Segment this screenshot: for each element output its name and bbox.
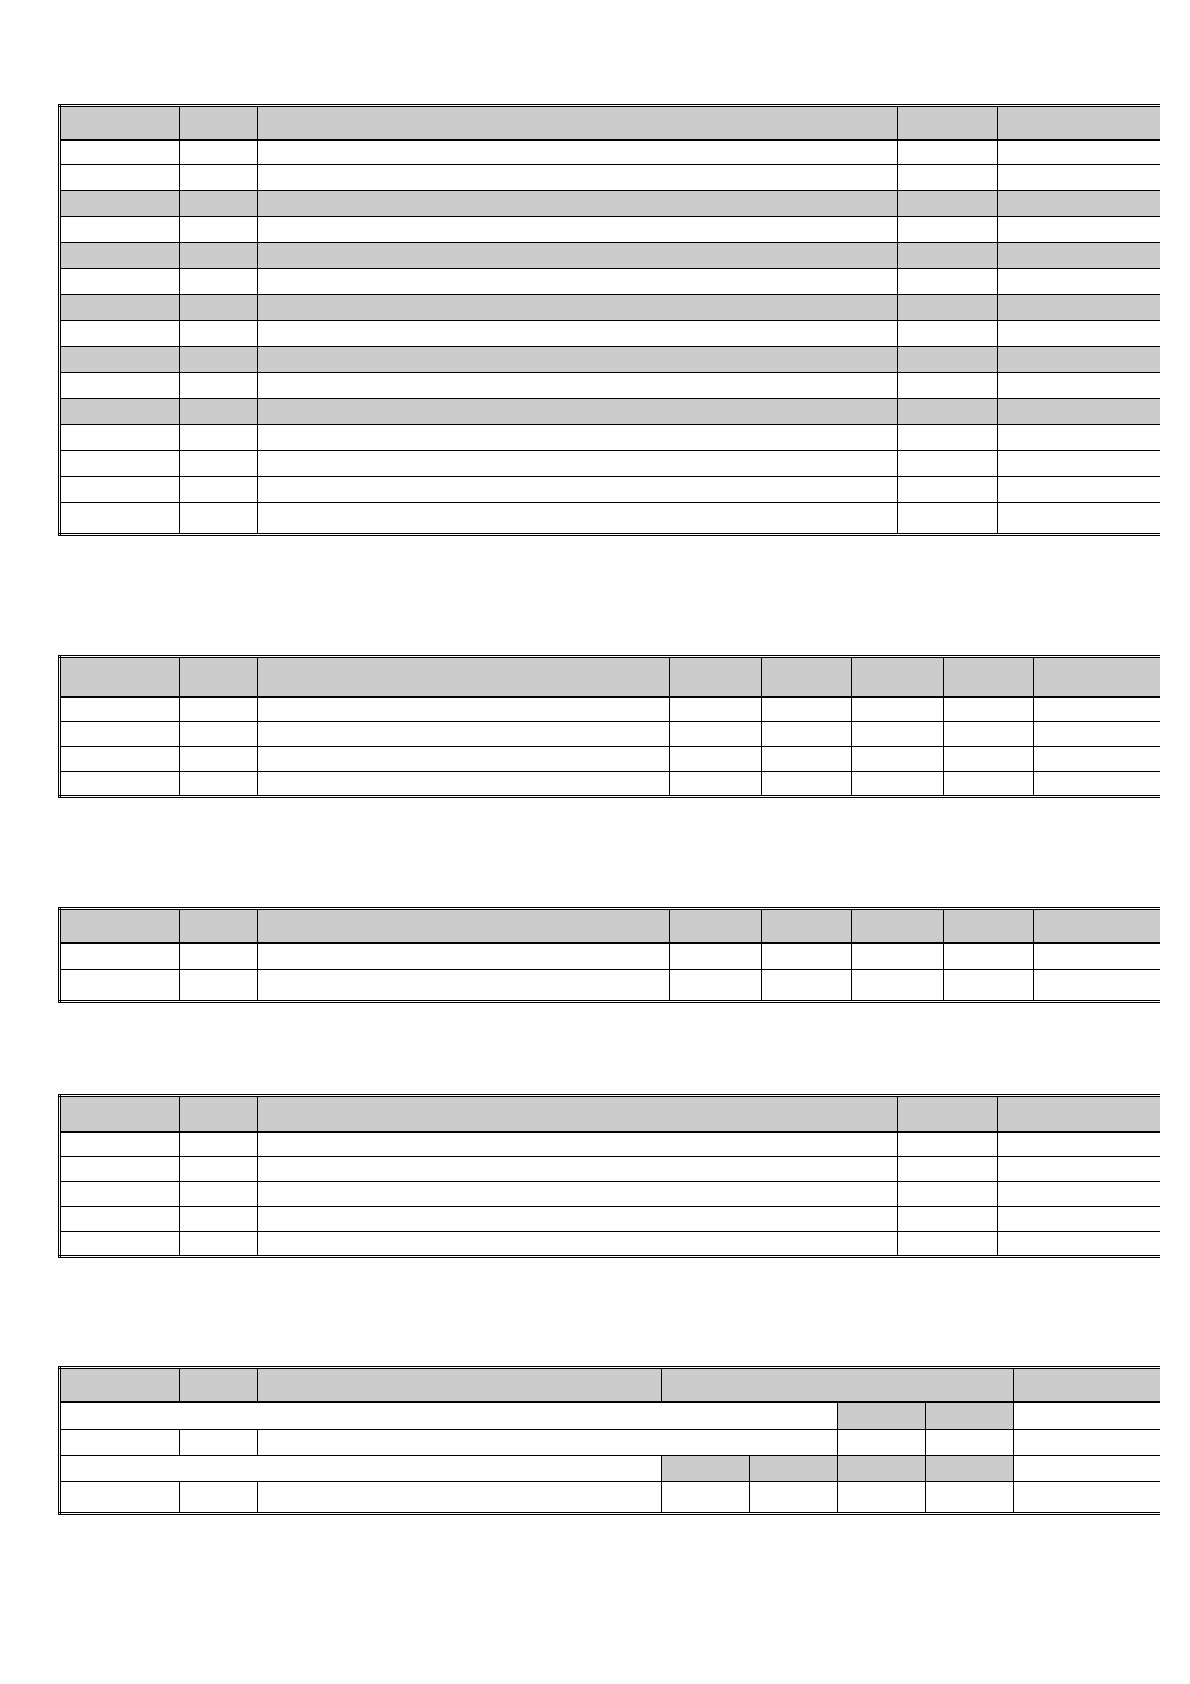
table-cell (998, 191, 1160, 217)
table-header-cell (180, 657, 258, 697)
table-cell (60, 1207, 180, 1232)
table-row (60, 425, 1160, 451)
table-cell (180, 191, 258, 217)
table-cell (180, 451, 258, 477)
table-header-cell (998, 106, 1160, 140)
table-cell (258, 165, 898, 191)
table-cell (180, 722, 258, 747)
table-cell (258, 943, 670, 970)
table-cell (180, 243, 258, 269)
table-header-cell (762, 909, 852, 943)
table-cell (258, 477, 898, 503)
table-cell (258, 269, 898, 295)
table-cell (60, 943, 180, 970)
table-header-cell (944, 909, 1034, 943)
table-2 (58, 655, 1160, 798)
table-cell (180, 347, 258, 373)
table-cell (60, 295, 180, 321)
table-cell (60, 1430, 180, 1456)
table-row (60, 1456, 1160, 1482)
table-row (60, 373, 1160, 399)
table-cell (898, 399, 998, 425)
table-cell (898, 243, 998, 269)
table-cell (258, 191, 898, 217)
table-cell (838, 1402, 926, 1430)
table-cell (998, 1207, 1160, 1232)
table-row (60, 1482, 1160, 1514)
table-cell (898, 477, 998, 503)
table-header-row (60, 909, 1160, 943)
table-cell (180, 772, 258, 797)
table-header-row (60, 106, 1160, 140)
table-cell (998, 503, 1160, 535)
table-cell (852, 772, 944, 797)
table-cell (944, 747, 1034, 772)
table-cell (60, 165, 180, 191)
table-cell (750, 1482, 838, 1514)
table-cell (60, 772, 180, 797)
table-row (60, 1207, 1160, 1232)
table-cell (258, 772, 670, 797)
table-cell (998, 451, 1160, 477)
table-header-cell (998, 1096, 1160, 1132)
table-cell (898, 1207, 998, 1232)
table-cell (60, 1232, 180, 1257)
table-header-row (60, 1096, 1160, 1132)
table-cell (180, 295, 258, 321)
table-cell (1014, 1402, 1160, 1430)
table-row (60, 943, 1160, 970)
table-row (60, 503, 1160, 535)
table-row (60, 1157, 1160, 1182)
table-header-cell (852, 657, 944, 697)
table-cell (180, 943, 258, 970)
table-cell (898, 295, 998, 321)
table-row (60, 399, 1160, 425)
table-cell (258, 373, 898, 399)
table-cell (60, 697, 180, 722)
table-1 (58, 104, 1160, 536)
table-cell (180, 1232, 258, 1257)
table-cell (180, 1207, 258, 1232)
table-cell (258, 1368, 662, 1402)
table-cell (180, 1182, 258, 1207)
table-cell (852, 697, 944, 722)
table-header-cell (898, 1096, 998, 1132)
table-row (60, 747, 1160, 772)
table-cell (926, 1482, 1014, 1514)
table-cell (180, 373, 258, 399)
table-cell (998, 269, 1160, 295)
table-3 (58, 907, 1160, 1003)
table-cell (1034, 970, 1160, 1002)
table-cell (258, 451, 898, 477)
table-cell (180, 217, 258, 243)
table-row (60, 191, 1160, 217)
table-header-cell (258, 106, 898, 140)
table-cell (258, 217, 898, 243)
table-cell (662, 1368, 1014, 1402)
table-row (60, 140, 1160, 165)
table-row (60, 1232, 1160, 1257)
table-cell (180, 1132, 258, 1157)
table-cell (60, 243, 180, 269)
table-header-cell (852, 909, 944, 943)
table-cell (998, 217, 1160, 243)
table-row (60, 295, 1160, 321)
table-cell (60, 1402, 838, 1430)
table-cell (258, 697, 670, 722)
table-cell (180, 1157, 258, 1182)
table-cell (180, 1368, 258, 1402)
table-cell (998, 1182, 1160, 1207)
table-cell (258, 722, 670, 747)
table-cell (1034, 943, 1160, 970)
table-cell (944, 722, 1034, 747)
table-header-cell (898, 106, 998, 140)
table-header-cell (60, 909, 180, 943)
table-cell (670, 772, 762, 797)
table-row (60, 269, 1160, 295)
table-cell (898, 1232, 998, 1257)
table-cell (180, 477, 258, 503)
table-cell (60, 1132, 180, 1157)
table-cell (838, 1456, 926, 1482)
table-cell (60, 425, 180, 451)
table-cell (180, 1430, 258, 1456)
table-cell (898, 425, 998, 451)
table-cell (60, 1157, 180, 1182)
table-cell (1014, 1368, 1160, 1402)
table-cell (998, 399, 1160, 425)
table-header-cell (670, 657, 762, 697)
table-cell (662, 1456, 750, 1482)
table-cell (926, 1402, 1014, 1430)
table-cell (258, 747, 670, 772)
table-cell (838, 1430, 926, 1456)
table-header-cell (258, 909, 670, 943)
table-cell (258, 399, 898, 425)
table-header-cell (180, 106, 258, 140)
table-cell (998, 321, 1160, 347)
table-cell (60, 451, 180, 477)
table-cell (998, 1132, 1160, 1157)
table-cell (852, 722, 944, 747)
table-cell (180, 970, 258, 1002)
table-cell (944, 697, 1034, 722)
table-cell (898, 191, 998, 217)
table-header-cell (1034, 909, 1160, 943)
table-cell (258, 1132, 898, 1157)
table-cell (944, 943, 1034, 970)
table-header-cell (60, 106, 180, 140)
table-cell (670, 970, 762, 1002)
table-cell (180, 165, 258, 191)
table-header-cell (180, 909, 258, 943)
table-cell (762, 747, 852, 772)
table-row (60, 1182, 1160, 1207)
table-cell (898, 451, 998, 477)
table-cell (60, 140, 180, 165)
table-cell (258, 243, 898, 269)
table-cell (60, 1368, 180, 1402)
table-cell (60, 347, 180, 373)
table-header-cell (180, 1096, 258, 1132)
table-header-cell (258, 657, 670, 697)
table-cell (60, 722, 180, 747)
table-cell (838, 1482, 926, 1514)
table-cell (670, 943, 762, 970)
table-row (60, 970, 1160, 1002)
table-cell (998, 243, 1160, 269)
table-cell (762, 722, 852, 747)
table-cell (998, 425, 1160, 451)
table-cell (852, 747, 944, 772)
table-cell (258, 425, 898, 451)
table-header-cell (670, 909, 762, 943)
table-cell (60, 1482, 180, 1514)
table-cell (60, 747, 180, 772)
table-cell (180, 321, 258, 347)
table-header-cell (1034, 657, 1160, 697)
table-cell (258, 1207, 898, 1232)
table-cell (1014, 1430, 1160, 1456)
table-cell (258, 1157, 898, 1182)
table-row (60, 1368, 1160, 1402)
table-cell (1014, 1456, 1160, 1482)
table-cell (762, 943, 852, 970)
table-cell (998, 1232, 1160, 1257)
table-cell (258, 970, 670, 1002)
table-cell (60, 503, 180, 535)
table-cell (944, 772, 1034, 797)
table-cell (852, 943, 944, 970)
table-cell (898, 269, 998, 295)
table-row (60, 1430, 1160, 1456)
table-row (60, 321, 1160, 347)
table-cell (998, 347, 1160, 373)
table-cell (180, 1482, 258, 1514)
table-cell (60, 1456, 662, 1482)
table-cell (60, 373, 180, 399)
table-row (60, 1132, 1160, 1157)
table-cell (998, 140, 1160, 165)
table-row (60, 722, 1160, 747)
table-cell (898, 140, 998, 165)
table-cell (898, 503, 998, 535)
table-cell (998, 1157, 1160, 1182)
table-row (60, 772, 1160, 797)
table-cell (258, 140, 898, 165)
table-cell (898, 347, 998, 373)
table-cell (258, 321, 898, 347)
table-cell (662, 1482, 750, 1514)
table-cell (944, 970, 1034, 1002)
table-cell (852, 970, 944, 1002)
table-row (60, 1402, 1160, 1430)
table-cell (180, 425, 258, 451)
table-cell (998, 295, 1160, 321)
table-cell (258, 1232, 898, 1257)
table-header-cell (60, 657, 180, 697)
table-header-cell (762, 657, 852, 697)
table-cell (258, 503, 898, 535)
table-5 (58, 1366, 1160, 1515)
table-row (60, 451, 1160, 477)
table-cell (762, 697, 852, 722)
table-cell (898, 1182, 998, 1207)
table-cell (926, 1430, 1014, 1456)
table-cell (1034, 722, 1160, 747)
table-cell (1034, 747, 1160, 772)
table-cell (898, 321, 998, 347)
table-cell (60, 477, 180, 503)
table-cell (762, 772, 852, 797)
table-cell (258, 295, 898, 321)
table-cell (998, 477, 1160, 503)
table-cell (60, 399, 180, 425)
table-cell (998, 165, 1160, 191)
table-cell (258, 347, 898, 373)
table-4 (58, 1094, 1160, 1258)
table-cell (180, 399, 258, 425)
table-cell (998, 373, 1160, 399)
table-cell (180, 747, 258, 772)
table-cell (60, 970, 180, 1002)
table-cell (898, 217, 998, 243)
table-header-cell (60, 1096, 180, 1132)
table-cell (180, 503, 258, 535)
table-cell (60, 1182, 180, 1207)
table-cell (258, 1430, 838, 1456)
table-cell (670, 722, 762, 747)
table-row (60, 243, 1160, 269)
table-cell (180, 697, 258, 722)
table-cell (180, 269, 258, 295)
table-cell (1014, 1482, 1160, 1514)
table-cell (898, 165, 998, 191)
table-cell (762, 970, 852, 1002)
table-cell (258, 1482, 662, 1514)
table-row (60, 217, 1160, 243)
table-cell (60, 217, 180, 243)
table-row (60, 165, 1160, 191)
table-cell (670, 747, 762, 772)
table-cell (1034, 772, 1160, 797)
table-cell (60, 191, 180, 217)
table-cell (926, 1456, 1014, 1482)
table-cell (898, 1132, 998, 1157)
table-cell (898, 373, 998, 399)
table-cell (750, 1456, 838, 1482)
table-row (60, 697, 1160, 722)
table-cell (1034, 697, 1160, 722)
table-cell (60, 269, 180, 295)
table-cell (60, 321, 180, 347)
table-header-cell (258, 1096, 898, 1132)
table-cell (258, 1182, 898, 1207)
table-header-cell (944, 657, 1034, 697)
table-row (60, 477, 1160, 503)
table-cell (898, 1157, 998, 1182)
table-header-row (60, 657, 1160, 697)
table-cell (180, 140, 258, 165)
table-cell (670, 697, 762, 722)
table-row (60, 347, 1160, 373)
